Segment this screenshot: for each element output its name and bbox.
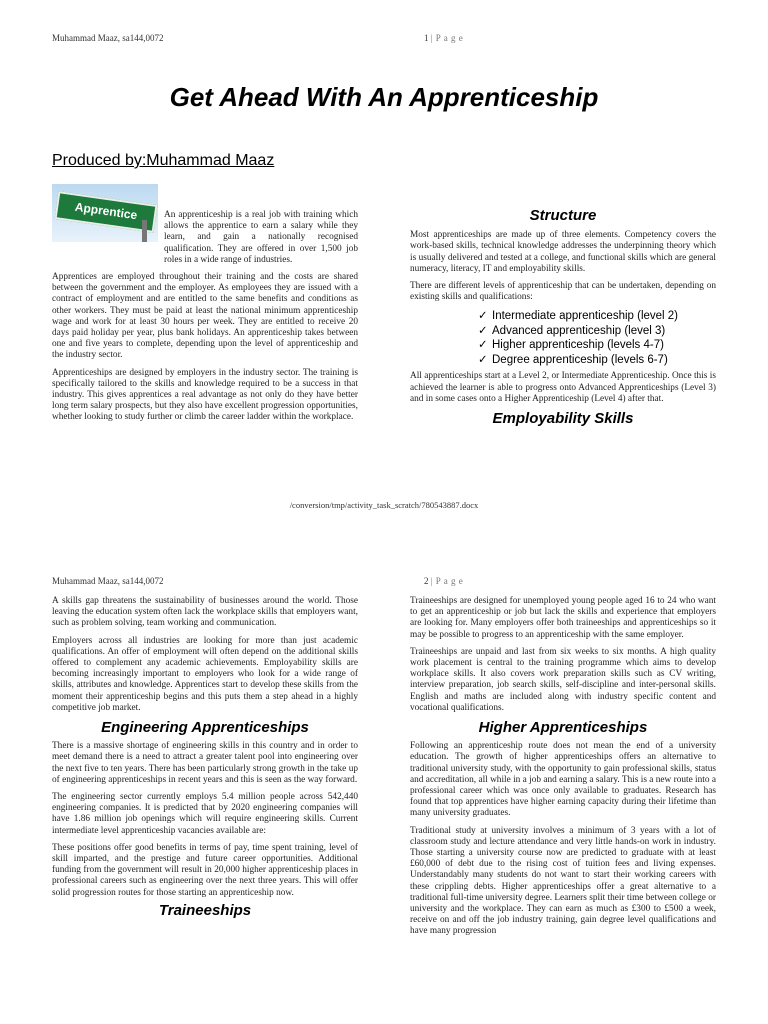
employment-paragraph: Apprentices are employed throughout their training and the costs are shared between the government and the employer. As employees they are issued with a contract of employment and are entitled to the same benefits and conditions as other workers. They must be paid at least the national minimum apprenticeship wage and work for at least 30 hours per week. They are entitled to receive 20 days paid holiday per year, plus bank holidays. An apprenticeship takes between one and five years to complete, depending upon the level of apprenticeship and the industry sector. (52, 272, 358, 361)
page-word: | P a g e (430, 576, 464, 586)
levels-intro: There are different levels of apprenticeship that can be undertaken, depending on existing skills and qualifications: (410, 281, 716, 303)
engineering-heading: Engineering Apprenticeships (101, 719, 309, 737)
traineeships-heading: Traineeships (158, 901, 252, 919)
sign-text: Apprentice (74, 199, 139, 223)
intro-paragraph: An apprenticeship is a real job with training which allows the apprentice to earn a salary while they learn, and gain a nationally recognised qualification. They are offered in over 1,500 job roles in a wide range of industries. (164, 210, 358, 265)
higher-apprenticeships-paragraph: Following an apprenticeship route does not mean the end of a university education. The growth of higher apprenticeships offers an alternative to traditional university study, with the opportunity to gain professional skills, status and accreditation, all while in a job and earning a salary. This is a new route into a professional career which was once only available to graduates. Research has found that top apprentices have higher earning capacity during their lifetime than many university graduates. (410, 741, 716, 819)
footer-filepath: /conversion/tmp/activity_task_scratch/780543887.docx (289, 500, 479, 510)
engineering-sector-paragraph: The engineering sector currently employs 5.4 million people across 542,440 engineering companies. It is predicted that by 2020 engineering companies will have 1.86 million job openings which will require engineering skills. Current intermediate level apprenticeship vacancies available are: (52, 792, 358, 836)
higher-apprenticeships-heading: Higher Apprenticeships (478, 719, 648, 737)
list-item: ✓ Degree apprenticeship (levels 6-7) (478, 353, 716, 368)
employers-paragraph: Employers across all industries are looking for more than just academic qualifications. An offer of employment will often depend on the additional skills offered to complement any academic achievements. Employability skills are becoming increasingly important to employers who look for a wide range of skills, attributes and knowledge. Apprentices start to develop these skills from the moment their apprenticeship begins and this puts them a step ahead in a highly competitive job market. (52, 635, 358, 713)
engineering-benefits-paragraph: These positions offer good benefits in terms of pay, time spent training, level of skill imparted, and the prestige and future career opportunities. Additional funding from the government will result in 20,000 higher apprenticeship places in professional careers such as engineering over the next three years. This will offer solid progression routes for those starting an apprenticeship now. (52, 842, 358, 898)
engineering-shortage-paragraph: There is a massive shortage of engineering skills in this country and in order to meet demand there is a need to attract a greater talent pool into engineering over the next five to ten years. There has been particularly strong growth in the take up of engineering apprenticeships in recent years and this is seen as the way forward. (52, 741, 358, 785)
page-word: | P a g e (430, 33, 464, 43)
structure-heading: Structure (529, 207, 597, 224)
document-page-2 (0, 558, 768, 1024)
structure-paragraph: Most apprenticeships are made up of three elements. Competency covers the work-based skills, technical knowledge addresses the underpinning theory which is usually delivered and tested at a college, and functional skills which are general numeracy, literacy, IT and employability skills. (410, 230, 716, 274)
header-author: Muhammad Maaz, sa144,0072 (52, 33, 164, 43)
list-item: ✓ Advanced apprenticeship (level 3) (478, 324, 716, 339)
employability-heading: Employability Skills (492, 410, 634, 428)
right-column (410, 207, 716, 428)
right-column (410, 596, 716, 944)
header-page-number (424, 576, 463, 586)
university-comparison-paragraph: Traditional study at university involves a minimum of 3 years with a lot of classroom study and lecture attendance and very little hands-on work in industry. Those starting a university course now are predicted to graduate with at least £60,000 of debt due to the rising cost of tuition fees and living expenses. Understandably many students do not want to start their working careers with these crippling debts. Higher apprenticeships offer a great alternative to a traditional full-time university degree. Learners split their time between college or university and the workplace. They can earn as much as £300 to £500 a week, receive on and off the job industry training, gain degree level qualifications and have many progression (410, 825, 716, 937)
traineeships-paragraph: Traineeships are designed for unemployed young people aged 16 to 24 who want to get an apprenticeship or job but lack the skills and experience that employers are looking for. Many employers offer both traineeships and apprenticeships so it may be possible to progress to an apprenticeship with the same employer. (410, 596, 716, 640)
header-author: Muhammad Maaz, sa144,0072 (52, 576, 164, 586)
design-paragraph: Apprenticeships are designed by employers in the industry sector. The training is specifically tailored to the skills and knowledge required to be a success in that industry. This gives apprentices a real advantage as not only do they have better long term salary prospects, but they also have excellent progression opportunities, whether looking to study further or climb the career ladder within the workplace. (52, 367, 358, 423)
page-number: 1 (424, 33, 429, 43)
traineeships-details-paragraph: Traineeships are unpaid and last from six weeks to six months. A high quality work placement is central to the training programme which aims to develop workplace skills. It also covers work preparation skills such as CV writing, interview preparation, job search skills, self-discipline and inter-personal skills. English and maths are included along with industry specific content and vocational qualifications. (410, 646, 716, 713)
page-gap (0, 520, 768, 558)
header-page-number (424, 33, 463, 43)
skills-gap-paragraph: A skills gap threatens the sustainability of businesses around the world. Those leaving the education system often lack the workplace skills that employers want, such as problem solving, team working and communication. (52, 596, 358, 629)
levels-list (478, 309, 716, 367)
produced-by: Produced by:Muhammad Maaz (52, 152, 275, 169)
document-title: Get Ahead With An Apprenticeship (169, 82, 599, 112)
left-column (52, 596, 358, 919)
page-number: 2 (424, 576, 429, 586)
list-item: ✓ Higher apprenticeship (levels 4-7) (478, 338, 716, 353)
list-item: ✓ Intermediate apprenticeship (level 2) (478, 309, 716, 324)
left-column (52, 210, 358, 430)
levels-progression-paragraph: All apprenticeships start at a Level 2, or Intermediate Apprenticeship. Once this is achieved the learner is able to progress onto Advanced Apprenticeships (Level 3) and in some cases onto a Higher Apprenticeship (Level 4) after that. (410, 371, 716, 404)
